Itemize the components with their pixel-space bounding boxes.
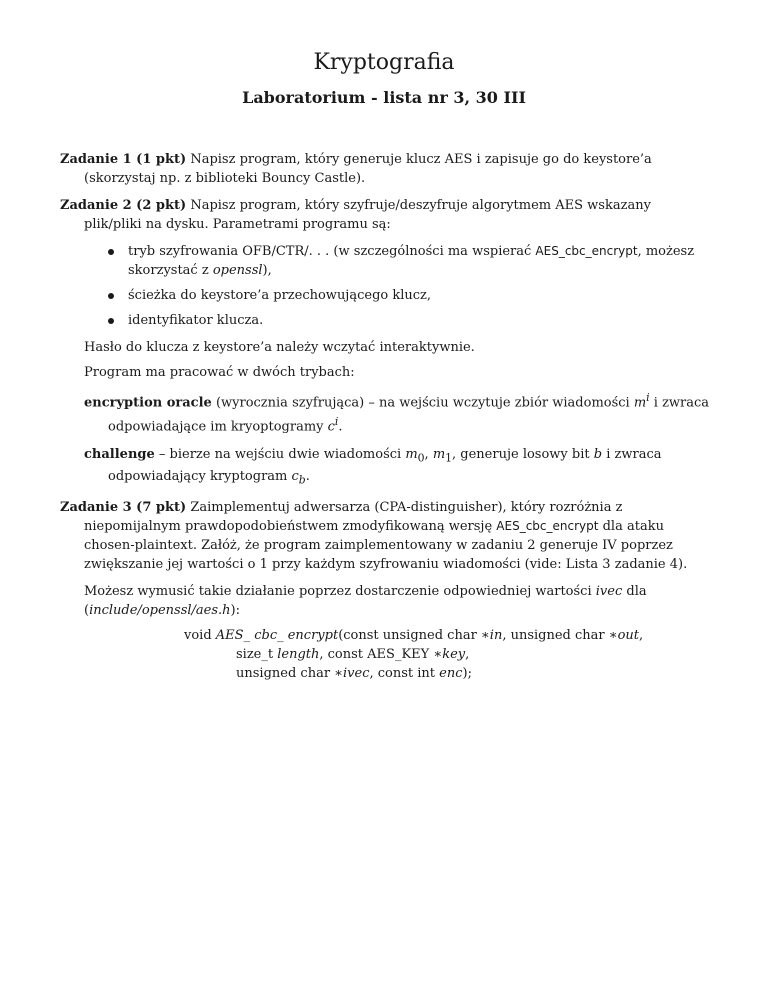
document-body <box>60 150 710 683</box>
signature-line-3: unsigned char ∗ivec, const int enc); <box>236 665 472 681</box>
task-2 <box>60 196 710 234</box>
list-item: ścieżka do keystore’a przechowującego klucz, <box>128 286 710 305</box>
ivec-note: Możesz wymusić takie działanie poprzez dostarczenie odpowiedniej wartości ivec dla (include/openssl/aes.h): <box>84 583 647 618</box>
task-2-params-list <box>60 242 710 330</box>
modes-intro: Program ma pracować w dwóch trybach: <box>84 365 355 380</box>
signature-line-2: size_t length, const AES_KEY ∗key, <box>236 646 470 662</box>
function-signature <box>60 626 710 683</box>
document-subtitle: Laboratorium - lista nr 3, 30 III <box>242 88 526 107</box>
mode-2-heading: challenge <box>84 446 155 462</box>
task-2-heading: Zadanie 2 (2 pkt) <box>60 198 187 213</box>
task-1 <box>60 150 710 188</box>
document-title: Kryptografia <box>313 50 455 75</box>
mode-challenge: challenge – bierze na wejściu dwie wiadomości $m_0$, $m_1$, generuje losowy bit b i zwraca odpowiadający kryptogram $c_b$. <box>84 446 662 487</box>
code-aes-cbc-encrypt: AES_cbc_encrypt <box>535 244 638 258</box>
task-2-text: Napisz program, który szyfruje/deszyfruje algorytmem AES wskazany plik/pliki na dysku. Parametrami programu są: <box>84 198 651 232</box>
mode-encryption-oracle: encryption oracle (wyrocznia szyfrująca) – na wejściu wczytuje zbiór wiadomości $m^i$ i zwraca odpowiadające im kryoptogramy $c^i$. <box>84 391 710 435</box>
list-item: identyfikator klucza. <box>128 311 710 330</box>
openssl-term: openssl <box>212 263 263 278</box>
code-aes-cbc-encrypt: AES_cbc_encrypt <box>496 518 599 533</box>
mode-1-heading: encryption oracle <box>84 395 212 411</box>
task-1-text: Napisz program, który generuje klucz AES i zapisuje go do keystore’a (skorzystaj np. z biblioteki Bouncy Castle). <box>84 152 652 186</box>
signature-line-1: void AES_ cbc_ encrypt(const unsigned char ∗in, unsigned char ∗out, <box>184 627 644 643</box>
task-3-heading: Zadanie 3 (7 pkt) <box>60 499 187 515</box>
password-note: Hasło do klucza z keystore’a należy wczytać interaktywnie. <box>84 340 475 355</box>
task-1-heading: Zadanie 1 (1 pkt) <box>60 152 187 167</box>
list-item: tryb szyfrowania OFB/CTR/. . . (w szczególności ma wspierać AES_cbc_encrypt, możesz skorzystać z openssl), <box>128 242 710 280</box>
task-3: Zadanie 3 (7 pkt) Zaimplementuj adwersarza (CPA-distinguisher), który rozróżnia z niepomijalnym prawdopodobieństwem zmodyfikowaną wersję AES_cbc_encrypt dla ataku chosen-plaintext. Załóż, że program zaimplementowany w zadaniu 2 generuje IV poprzez zwiększanie jej wartości o 1 przy każdym szyfrowaniu wiadomości (vide: Lista 3 zadanie 4). <box>60 499 688 572</box>
